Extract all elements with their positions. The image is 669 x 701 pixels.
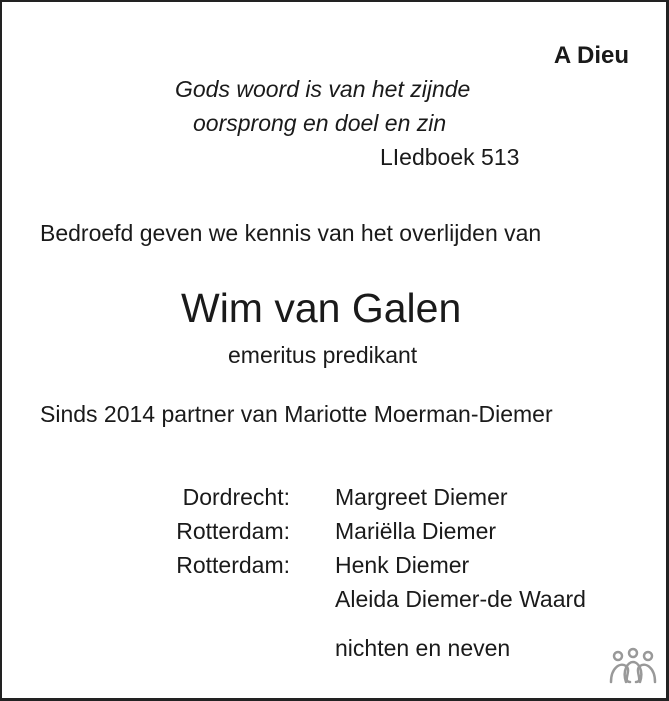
relative-place: Dordrecht:	[182, 484, 290, 510]
relative-names: Aleida Diemer-de Waard	[335, 586, 586, 612]
relative-place: Rotterdam:	[176, 552, 290, 578]
people-group-icon	[608, 646, 658, 686]
quote-line-2: oorsprong en doel en zin	[193, 110, 447, 136]
partner-text: Sinds 2014 partner van Mariotte Moerman-Diemer	[40, 401, 553, 427]
intro-text: Bedroefd geven we kennis van het overlijden van	[40, 220, 542, 246]
deceased-name: Wim van Galen	[181, 285, 462, 331]
relative-place: Rotterdam:	[176, 518, 290, 544]
relative-names: Mariëlla Diemer	[335, 518, 497, 544]
others-text: nichten en neven	[335, 635, 511, 661]
relative-names: Margreet Diemer	[335, 484, 508, 510]
quote-line-1: Gods woord is van het zijnde	[175, 76, 471, 102]
relative-names: Henk Diemer	[335, 552, 470, 578]
quote-source: LIedboek 513	[380, 144, 520, 170]
a-dieu-heading: A Dieu	[553, 42, 629, 69]
deceased-title: emeritus predikant	[228, 342, 418, 368]
